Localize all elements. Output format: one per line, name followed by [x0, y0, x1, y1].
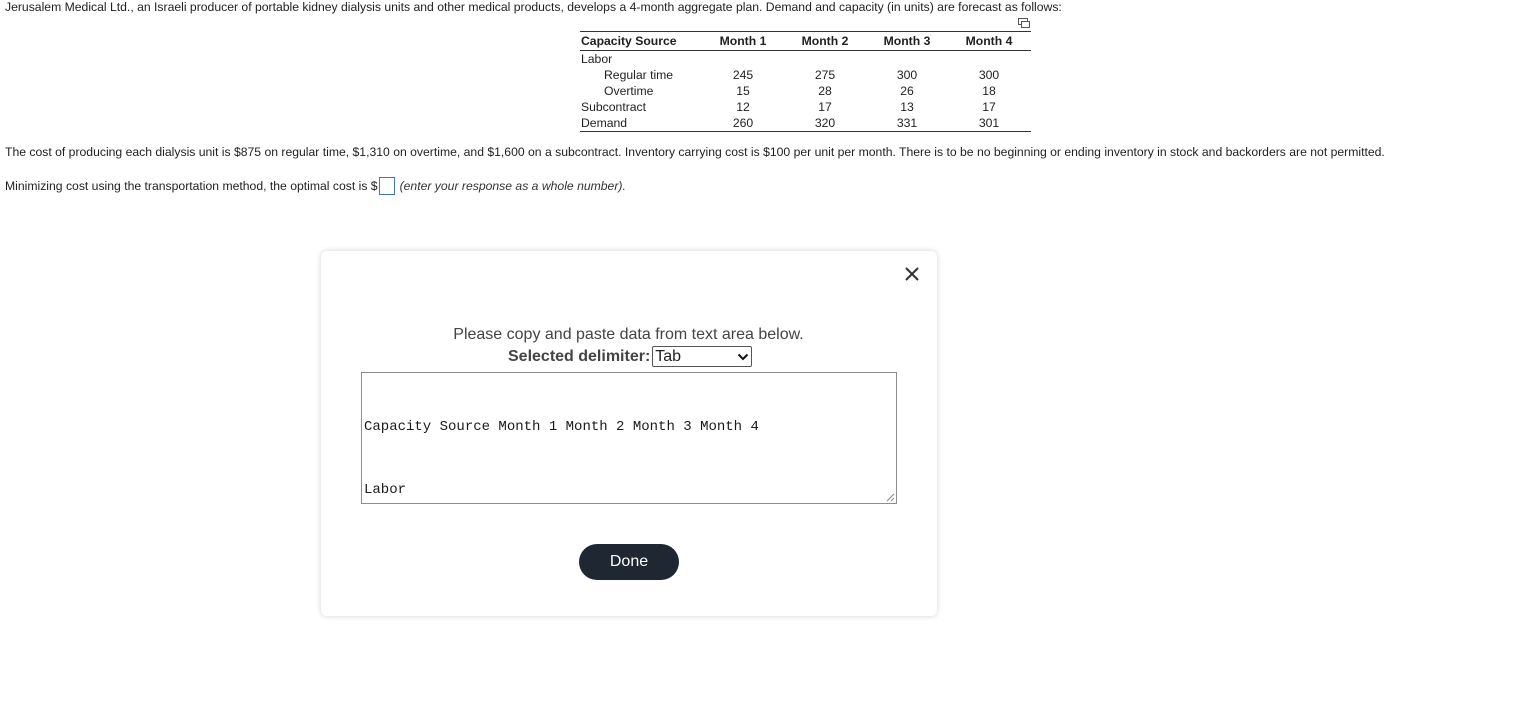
- cost-description: The cost of producing each dialysis unit is $875 on regular time, $1,310 on overtime, and $1,600 on a subcontract. Inventory carrying cost is $100 per unit per month. There is to be no beginning or ending inventory in stock and backorders are not permitted.: [5, 145, 1385, 159]
- text-area-line: Capacity Source Month 1 Month 2 Month 3 Month 4: [364, 419, 759, 435]
- answer-input[interactable]: [379, 177, 395, 195]
- table-row: [580, 67, 1031, 83]
- table-cell: 260: [732, 116, 754, 130]
- table-cell: 15: [736, 84, 750, 98]
- delimiter-value: Tab: [655, 347, 682, 365]
- table-row-labor: [580, 51, 1031, 67]
- table-cell: 300: [978, 68, 1000, 82]
- table-cell: 301: [978, 116, 1000, 130]
- table-header-row: [580, 31, 1031, 51]
- table-cell: 320: [814, 116, 836, 130]
- problem-intro: Jerusalem Medical Ltd., an Israeli producer of portable kidney dialysis units and other medical products, develops a 4-month aggregate plan. Demand and capacity (in units) are forecast as follows:: [5, 0, 1062, 14]
- answer-hint: (enter your response as a whole number).: [399, 179, 626, 193]
- table-cell: 13: [900, 100, 914, 114]
- row-label-labor: Labor: [581, 52, 613, 66]
- row-label: Subcontract: [581, 100, 647, 114]
- copy-data-icon[interactable]: [1018, 18, 1030, 28]
- text-area-line: Labor: [364, 482, 407, 498]
- table-cell: 331: [896, 116, 918, 130]
- resize-grip-icon[interactable]: [886, 493, 895, 502]
- table-cell: 26: [900, 84, 914, 98]
- header-month-4: Month 4: [965, 34, 1013, 48]
- data-text-area[interactable]: [361, 372, 897, 504]
- row-label: Demand: [581, 116, 628, 130]
- table-cell: 28: [818, 84, 832, 98]
- chevron-down-icon: [737, 353, 749, 361]
- copy-data-dialog: [321, 251, 937, 616]
- header-month-1: Month 1: [719, 34, 767, 48]
- table-cell: 12: [736, 100, 750, 114]
- table-cell: 17: [818, 100, 832, 114]
- table-cell: 18: [982, 84, 996, 98]
- delimiter-row: [508, 346, 752, 367]
- answer-prefix: Minimizing cost using the transportation method, the optimal cost is $: [5, 179, 378, 193]
- capacity-table: [580, 31, 1031, 132]
- row-label: Regular time: [604, 68, 674, 82]
- row-label: Overtime: [604, 84, 654, 98]
- table-cell: 300: [896, 68, 918, 82]
- delimiter-select[interactable]: [652, 346, 752, 367]
- delimiter-label: Selected delimiter:: [508, 347, 651, 365]
- header-month-3: Month 3: [883, 34, 931, 48]
- table-cell: 245: [732, 68, 754, 82]
- table-row: [580, 83, 1031, 99]
- header-month-2: Month 2: [801, 34, 849, 48]
- header-capacity-source: Capacity Source: [581, 34, 677, 48]
- table-row: [580, 115, 1031, 132]
- dialog-instruction: Please copy and paste data from text area below.: [453, 326, 804, 343]
- table-row: [580, 99, 1031, 115]
- done-button[interactable]: Done: [579, 544, 679, 580]
- close-icon[interactable]: [903, 265, 921, 283]
- answer-line: [5, 177, 626, 195]
- table-cell: 17: [982, 100, 996, 114]
- table-cell: 275: [814, 68, 836, 82]
